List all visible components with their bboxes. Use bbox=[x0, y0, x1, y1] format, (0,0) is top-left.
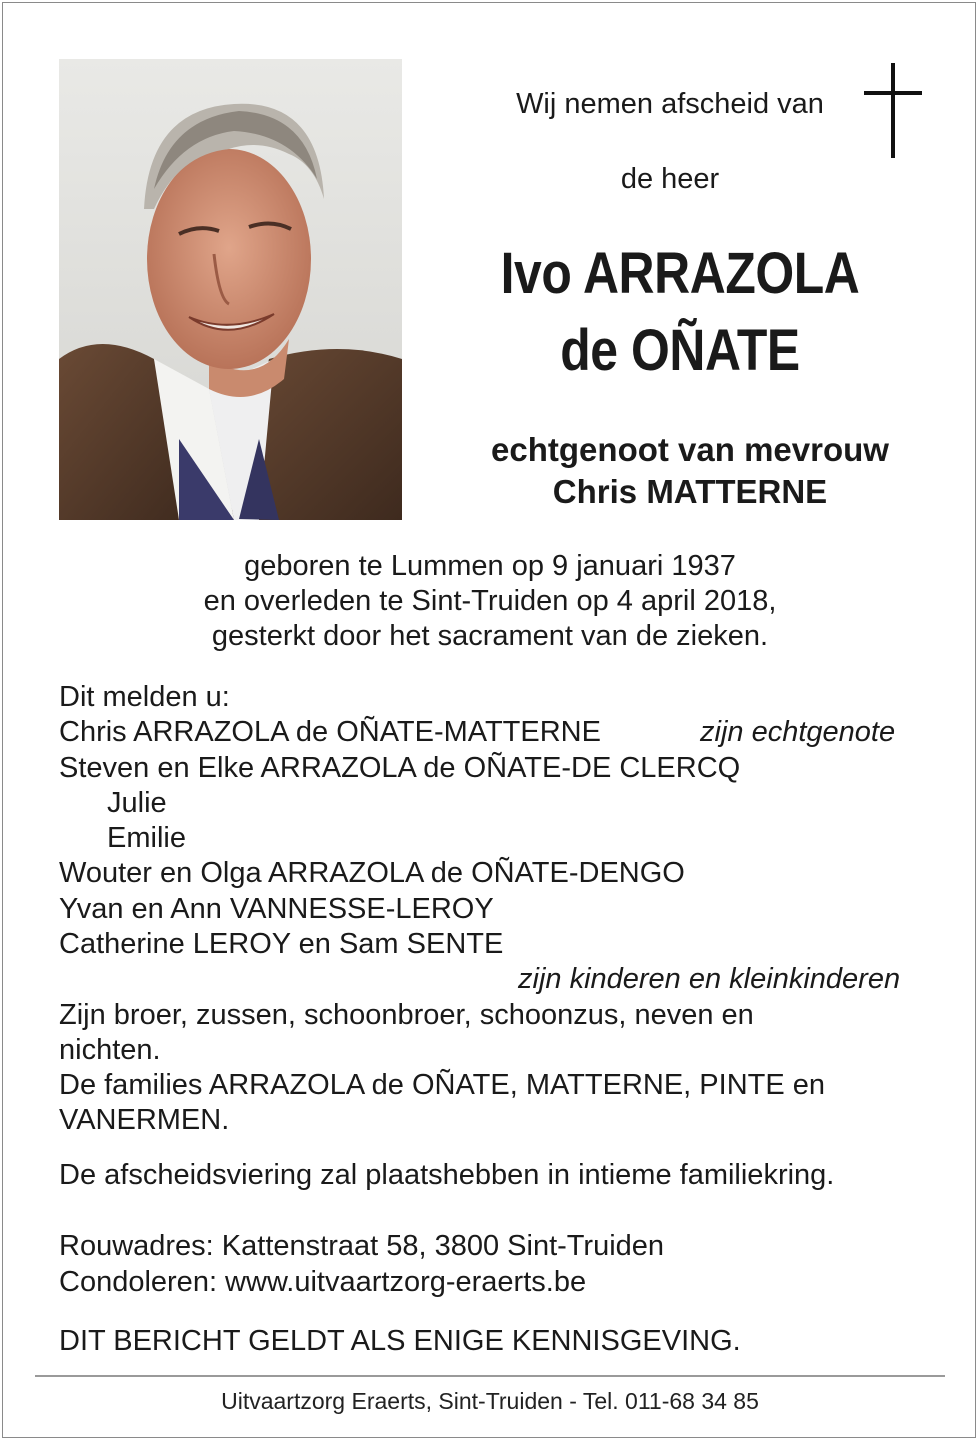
siblings-line2: nichten. bbox=[59, 1034, 161, 1066]
intro-text: Wij nemen afscheid van bbox=[516, 88, 824, 120]
mourning-address: Rouwadres: Kattenstraat 58, 3800 Sint-Truiden bbox=[59, 1230, 665, 1262]
family-child: Wouter en Olga ARRAZOLA de OÑATE-DENGO bbox=[59, 857, 685, 889]
family-child: Yvan en Ann VANNESSE-LEROY bbox=[59, 893, 494, 925]
ceremony-text: De afscheidsviering zal plaatshebben in intieme familiekring. bbox=[59, 1159, 835, 1191]
families-line1: De families ARRAZOLA de OÑATE, MATTERNE, PINTE en bbox=[59, 1069, 826, 1101]
spouse-role: zijn echtgenote bbox=[700, 716, 896, 748]
family-grandchild: Emilie bbox=[107, 822, 186, 854]
siblings-line1: Zijn broer, zussen, schoonbroer, schoonzus, neven en bbox=[59, 999, 754, 1031]
condolences-link: Condoleren: www.uitvaartzorg-eraerts.be bbox=[59, 1266, 587, 1298]
title-text: de heer bbox=[620, 163, 720, 195]
deceased-name-line2: de OÑATE bbox=[560, 318, 800, 383]
footer-text: Uitvaartzorg Eraerts, Sint-Truiden - Tel. 011-68 34 85 bbox=[221, 1388, 759, 1414]
spouse-family-name: Chris ARRAZOLA de OÑATE-MATTERNE bbox=[59, 716, 601, 748]
footer-divider bbox=[35, 1375, 945, 1377]
notice-text: DIT BERICHT GELDT ALS ENIGE KENNISGEVING. bbox=[59, 1325, 741, 1357]
death-line: en overleden te Sint-Truiden op 4 april 2018, bbox=[203, 585, 777, 617]
birth-line: geboren te Lummen op 9 januari 1937 bbox=[244, 550, 736, 582]
family-child: Catherine LEROY en Sam SENTE bbox=[59, 928, 504, 960]
family-child: Steven en Elke ARRAZOLA de OÑATE-DE CLERCQ bbox=[59, 752, 741, 784]
deceased-name-line1: Ivo ARRAZOLA bbox=[500, 241, 860, 306]
families-line2: VANERMEN. bbox=[59, 1104, 230, 1136]
portrait-photo bbox=[59, 59, 402, 520]
sacrament-line: gesterkt door het sacrament van de zieken. bbox=[211, 620, 769, 652]
family-grandchild: Julie bbox=[107, 787, 167, 819]
children-role: zijn kinderen en kleinkinderen bbox=[518, 963, 901, 995]
family-heading: Dit melden u: bbox=[59, 681, 230, 713]
spouse-name: Chris MATTERNE bbox=[552, 473, 828, 510]
spouse-relation: echtgenoot van mevrouw bbox=[491, 431, 889, 468]
